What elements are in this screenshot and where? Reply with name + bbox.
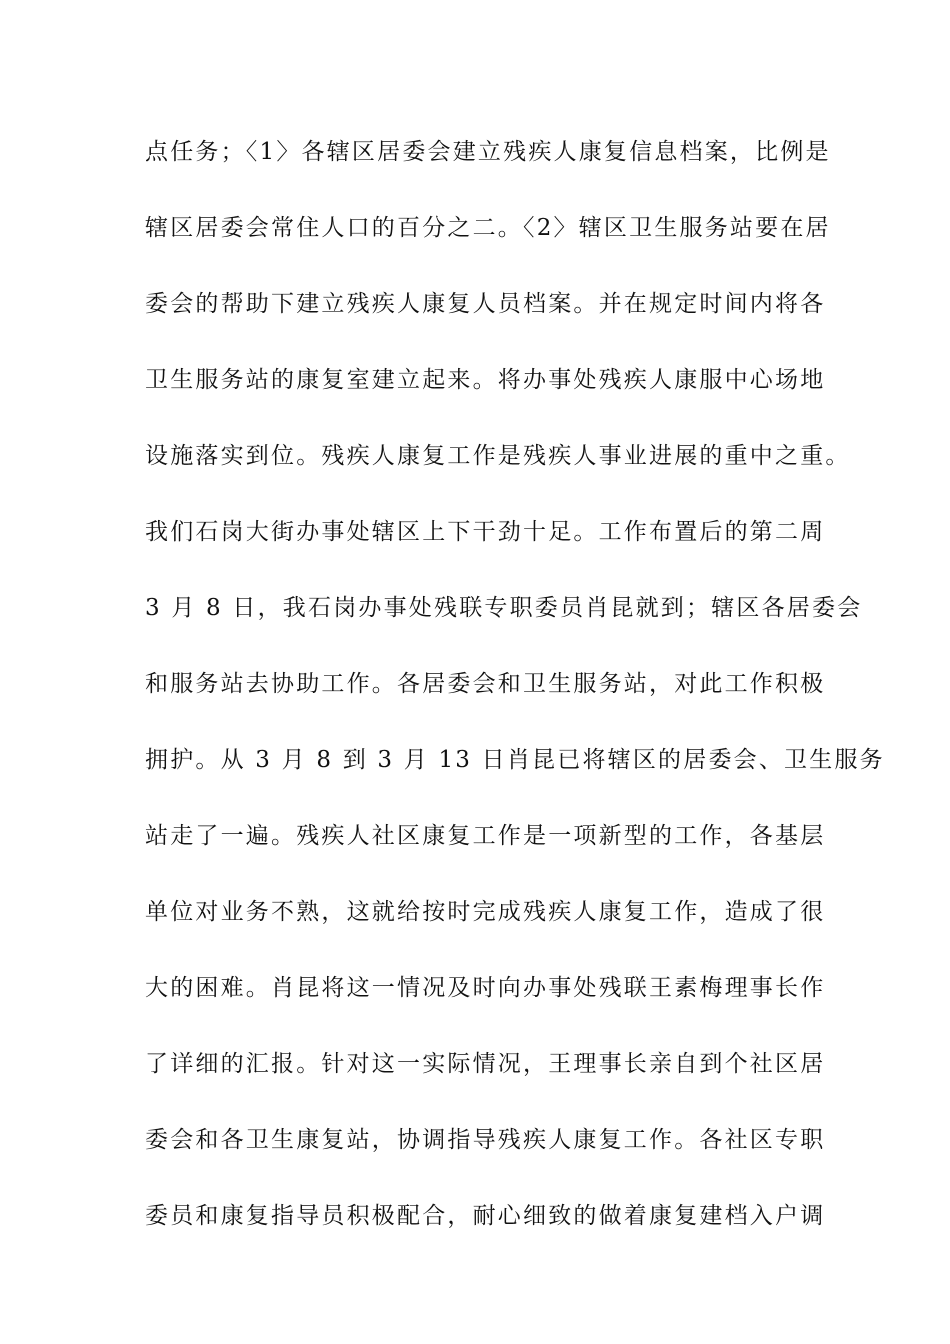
text-line: 大的困难。肖昆将这一情况及时向办事处残联王素梅理事长作 xyxy=(145,975,826,1001)
text-line: 设施落实到位。残疾人康复工作是残疾人事业进展的重中之重。 xyxy=(145,443,851,469)
text-line: 委会和各卫生康复站，协调指导残疾人康复工作。各社区专职 xyxy=(145,1127,826,1153)
text-line: 了详细的汇报。针对这一实际情况，王理事长亲自到个社区居 xyxy=(145,1051,826,1077)
text-line: 单位对业务不熟，这就给按时完成残疾人康复工作，造成了很 xyxy=(145,899,826,925)
text-line: 辖区居委会常住人口的百分之二。〈2〉辖区卫生服务站要在居 xyxy=(145,215,831,241)
body-text xyxy=(145,128,885,1268)
text-line: 委员和康复指导员积极配合，耐心细致的做着康复建档入户调 xyxy=(145,1203,826,1229)
text-line: 和服务站去协助工作。各居委会和卫生服务站，对此工作积极 xyxy=(145,671,826,697)
text-line: 拥护。从 3 月 8 到 3 月 13 日肖昆已将辖区的居委会、卫生服务 xyxy=(145,747,885,773)
text-line: 委会的帮助下建立残疾人康复人员档案。并在规定时间内将各 xyxy=(145,291,826,317)
text-line: 点任务；〈1〉各辖区居委会建立残疾人康复信息档案，比例是 xyxy=(145,139,831,165)
text-line: 我们石岗大街办事处辖区上下干劲十足。工作布置后的第二周 xyxy=(145,519,826,545)
text-line: 3 月 8 日，我石岗办事处残联专职委员肖昆就到；辖区各居委会 xyxy=(145,595,863,621)
text-line: 站走了一遍。残疾人社区康复工作是一项新型的工作，各基层 xyxy=(145,823,826,849)
text-line: 卫生服务站的康复室建立起来。将办事处残疾人康服中心场地 xyxy=(145,367,826,393)
